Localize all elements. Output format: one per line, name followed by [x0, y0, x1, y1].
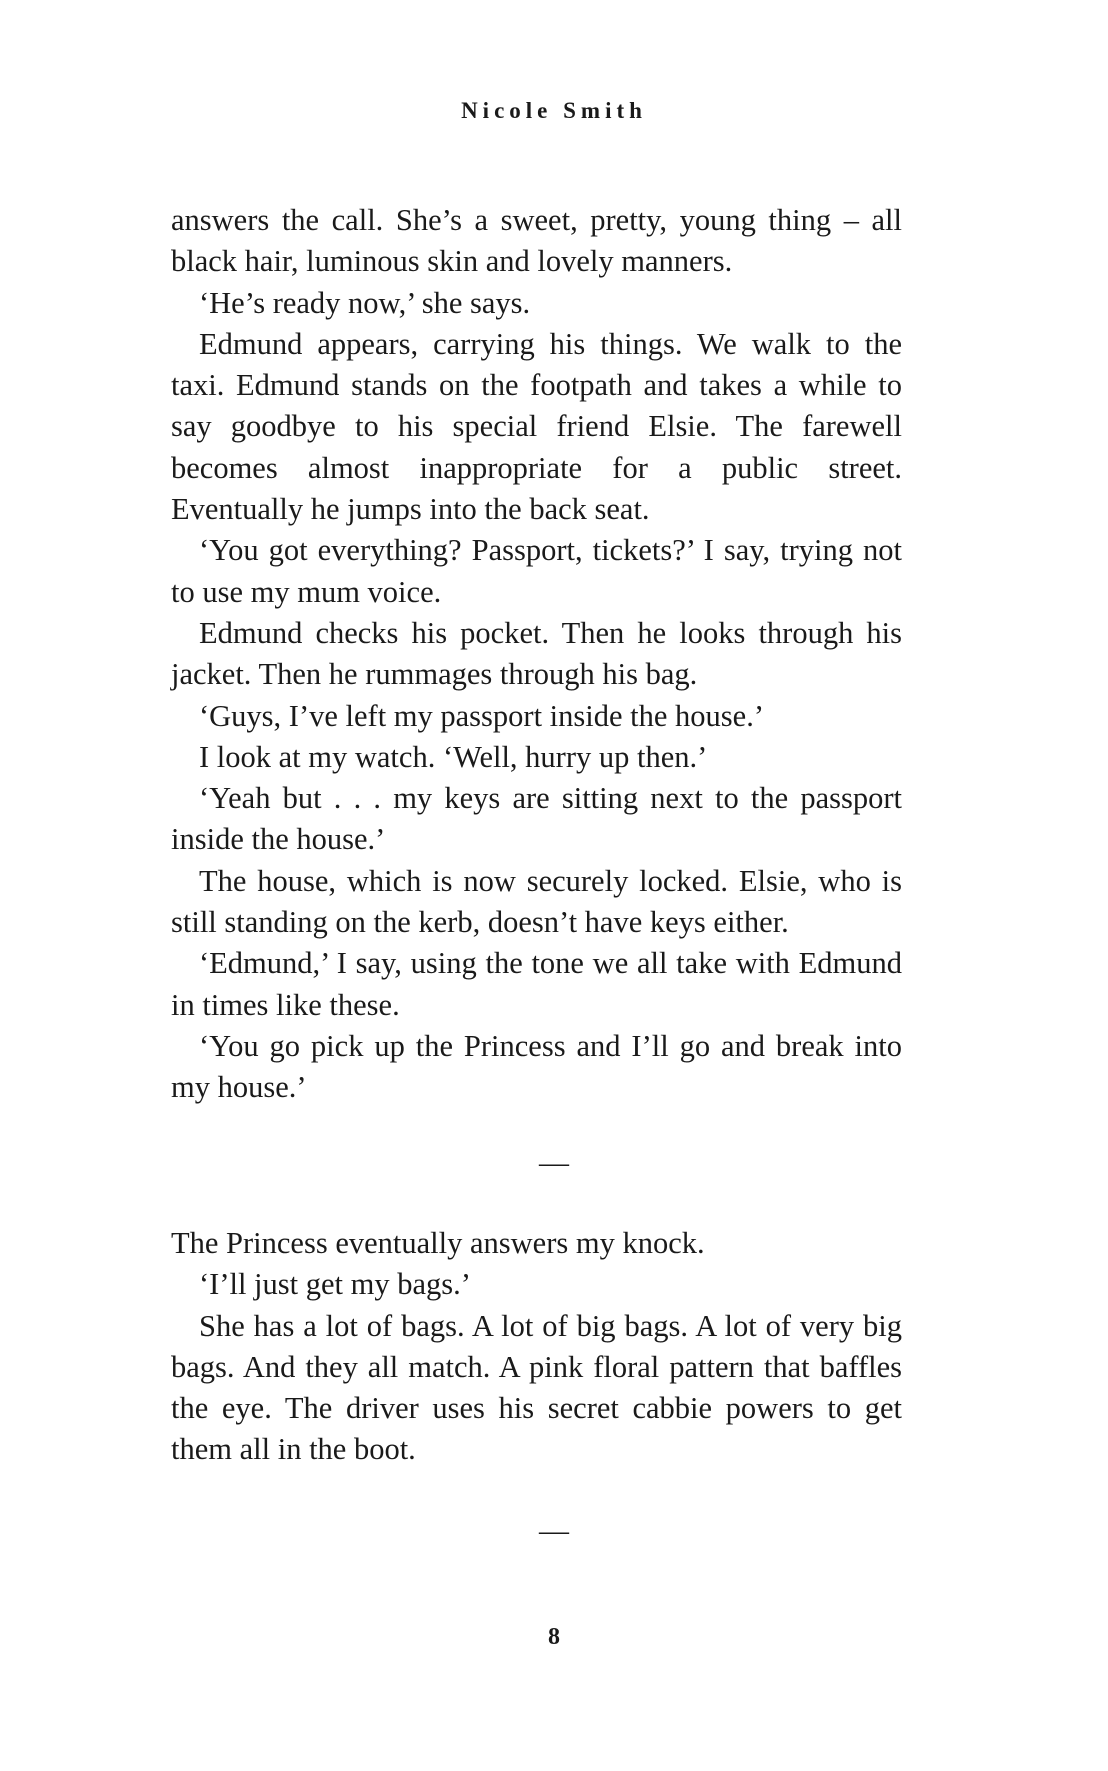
page-number: 8: [548, 1624, 560, 1650]
paragraph: ‘He’s ready now,’ she says.: [199, 285, 531, 320]
paragraph: The house, which is now securely locked. Elsie, who is still standing on the kerb, doesn’t have keys either.: [171, 863, 902, 940]
paragraph: ‘You got everything? Passport, tickets?’ I say, trying not to use my mum voice.: [171, 533, 902, 609]
section-break: —: [539, 1146, 569, 1179]
running-head-author: Nicole Smith: [461, 98, 647, 123]
body-text-section-1: [171, 200, 902, 1109]
paragraph: ‘You go pick up the Princess and I’ll go and break into my house.’: [171, 1028, 902, 1105]
paragraph: ‘Guys, I’ve left my passport inside the house.’: [199, 698, 764, 733]
paragraph: She has a lot of bags. A lot of big bags. A lot of very big bags. And they all match. A pink floral pattern that baffles the eye. The driver uses his secret cabbie powers to get them all in the boot.: [171, 1308, 902, 1467]
paragraph: ‘Edmund,’ I say, using the tone we all take with Edmund in times like these.: [171, 946, 902, 1022]
paragraph: answers the call. She’s a sweet, pretty, young thing – all black hair, luminous skin and lovely manners.: [171, 203, 902, 279]
paragraph: Edmund checks his pocket. Then he looks through his jacket. Then he rummages through his bag.: [171, 615, 902, 692]
section-break: —: [539, 1514, 569, 1547]
paragraph: The Princess eventually answers my knock.: [171, 1226, 705, 1260]
body-text-section-2: [171, 1223, 902, 1471]
paragraph: ‘Yeah but . . . my keys are sitting next to the passport inside the house.’: [171, 781, 902, 857]
paragraph: Edmund appears, carrying his things. We walk to the taxi. Edmund stands on the footpath and takes a while to say goodbye to his special friend Elsie. The farewell becomes almost inappropriate for a public street. Eventually he jumps into the back seat.: [171, 326, 902, 527]
paragraph: I look at my watch. ‘Well, hurry up then.’: [199, 739, 708, 774]
paragraph: ‘I’ll just get my bags.’: [199, 1267, 471, 1302]
